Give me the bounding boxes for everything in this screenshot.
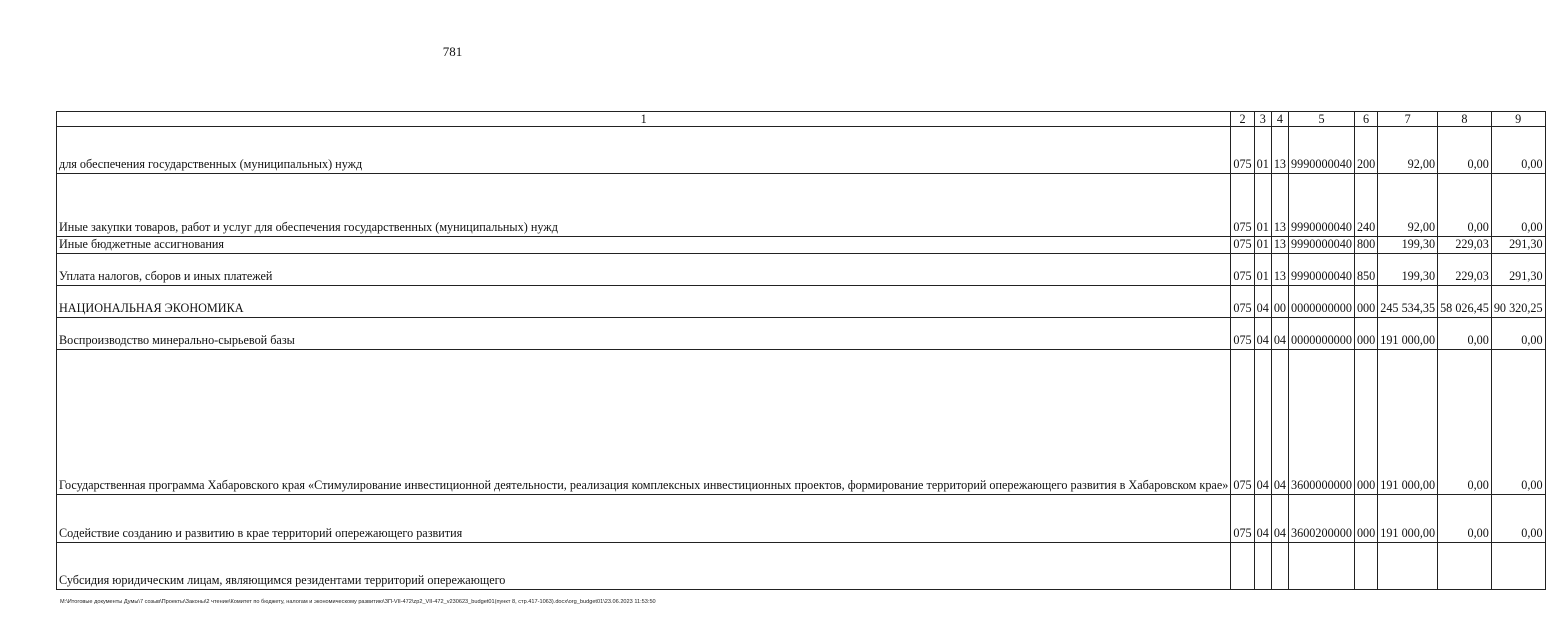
cell-amount-col7: 92,00 [1378,127,1438,174]
header-row [57,112,1546,127]
cell-amount-col8: 0,00 [1438,495,1492,543]
cell-subsection: 04 [1271,318,1288,350]
cell-amount-col8: 0,00 [1438,318,1492,350]
page-number: 781 [442,44,463,59]
header-cell: 7 [1378,112,1438,127]
header-cell: 4 [1271,112,1288,127]
cell-amount-col7: 191 000,00 [1378,350,1438,495]
table-row [57,254,1546,286]
table-row [57,350,1546,495]
cell-amount-col8 [1438,543,1492,590]
cell-section: 01 [1254,254,1271,286]
header-cell: 6 [1354,112,1377,127]
cell-section: 01 [1254,174,1271,237]
cell-amount-col7: 191 000,00 [1378,495,1438,543]
row-name: НАЦИОНАЛЬНАЯ ЭКОНОМИКА [57,286,1231,318]
cell-expense-type: 000 [1354,350,1377,495]
cell-subsection: 13 [1271,254,1288,286]
cell-section: 01 [1254,237,1271,254]
cell-section: 04 [1254,350,1271,495]
cell-expense-type: 850 [1354,254,1377,286]
row-name: Государственная программа Хабаровского края «Стимулирование инвестиционной деятельности, реализация комплексных инвестиционных проектов, формирование территорий опережающего развития в Хабаровском крае» [57,350,1231,495]
cell-expense-type: 000 [1354,286,1377,318]
cell-expense-type: 000 [1354,495,1377,543]
cell-amount-col7: 92,00 [1378,174,1438,237]
cell-target-article: 0000000000 [1289,318,1355,350]
cell-expense-type: 800 [1354,237,1377,254]
cell-section: 04 [1254,495,1271,543]
cell-amount-col9 [1491,543,1545,590]
table-row [57,237,1546,254]
cell-ministry [1231,543,1254,590]
cell-amount-col8: 229,03 [1438,237,1492,254]
row-name: Иные бюджетные ассигнования [57,237,1231,254]
cell-ministry: 075 [1231,286,1254,318]
cell-amount-col9: 90 320,25 [1491,286,1545,318]
row-name: Содействие созданию и развитию в крае территорий опережающего развития [57,495,1231,543]
header-cell: 1 [57,112,1231,127]
cell-ministry: 075 [1231,495,1254,543]
table-row [57,318,1546,350]
cell-subsection: 13 [1271,127,1288,174]
cell-target-article: 3600000000 [1289,350,1355,495]
cell-amount-col9: 0,00 [1491,350,1545,495]
cell-target-article: 3600200000 [1289,495,1355,543]
cell-target-article: 9990000040 [1289,174,1355,237]
footer-file-path: M:\Итоговые документы Думы\7 созыв\Проекты\Законы\2 чтение\Комитет по бюджету, налогам и экономическому развитию\ЗП-VII-472\zp2_VII-472_v230623_budget01(пункт 8, стр.417-1063).docx\org_budget01\23.06.2023 11:53:50 [60,599,656,605]
budget-table [56,111,1546,590]
cell-amount-col8: 229,03 [1438,254,1492,286]
cell-target-article [1289,543,1355,590]
cell-amount-col8: 0,00 [1438,350,1492,495]
cell-amount-col7: 199,30 [1378,254,1438,286]
table-row [57,174,1546,237]
cell-amount-col9: 291,30 [1491,254,1545,286]
cell-expense-type [1354,543,1377,590]
cell-section: 04 [1254,286,1271,318]
cell-expense-type: 000 [1354,318,1377,350]
cell-subsection: 13 [1271,237,1288,254]
table-row [57,495,1546,543]
cell-expense-type: 200 [1354,127,1377,174]
row-name: Иные закупки товаров, работ и услуг для обеспечения государственных (муниципальных) нужд [57,174,1231,237]
cell-subsection [1271,543,1288,590]
cell-subsection: 04 [1271,495,1288,543]
cell-section [1254,543,1271,590]
cell-subsection: 04 [1271,350,1288,495]
table-row [57,543,1546,590]
cell-amount-col7: 191 000,00 [1378,318,1438,350]
row-name: Уплата налогов, сборов и иных платежей [57,254,1231,286]
table-row [57,127,1546,174]
cell-amount-col8: 58 026,45 [1438,286,1492,318]
cell-amount-col9: 0,00 [1491,174,1545,237]
row-name: Субсидия юридическим лицам, являющимся резидентами территорий опережающего [57,543,1231,590]
row-name: для обеспечения государственных (муниципальных) нужд [57,127,1231,174]
cell-amount-col7: 245 534,35 [1378,286,1438,318]
cell-expense-type: 240 [1354,174,1377,237]
cell-amount-col9: 0,00 [1491,495,1545,543]
cell-amount-col8: 0,00 [1438,127,1492,174]
cell-amount-col7: 199,30 [1378,237,1438,254]
cell-section: 04 [1254,318,1271,350]
cell-target-article: 9990000040 [1289,254,1355,286]
cell-subsection: 13 [1271,174,1288,237]
cell-target-article: 0000000000 [1289,286,1355,318]
header-cell: 9 [1491,112,1545,127]
header-cell: 2 [1231,112,1254,127]
cell-amount-col8: 0,00 [1438,174,1492,237]
cell-amount-col7 [1378,543,1438,590]
table-row [57,286,1546,318]
cell-amount-col9: 291,30 [1491,237,1545,254]
header-cell: 3 [1254,112,1271,127]
cell-target-article: 9990000040 [1289,127,1355,174]
header-cell: 5 [1289,112,1355,127]
row-name: Воспроизводство минерально-сырьевой базы [57,318,1231,350]
cell-ministry: 075 [1231,350,1254,495]
cell-target-article: 9990000040 [1289,237,1355,254]
cell-amount-col9: 0,00 [1491,127,1545,174]
header-cell: 8 [1438,112,1492,127]
cell-ministry: 075 [1231,254,1254,286]
cell-ministry: 075 [1231,174,1254,237]
cell-ministry: 075 [1231,127,1254,174]
cell-subsection: 00 [1271,286,1288,318]
cell-section: 01 [1254,127,1271,174]
cell-ministry: 075 [1231,318,1254,350]
cell-amount-col9: 0,00 [1491,318,1545,350]
cell-ministry: 075 [1231,237,1254,254]
